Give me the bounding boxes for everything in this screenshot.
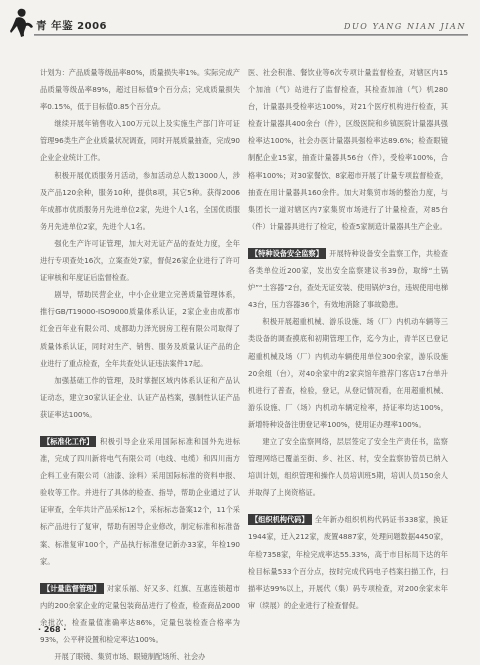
paragraph: 开展了眼镜、集贸市场、眼镜制配场所、社会办 — [54, 652, 206, 662]
section-heading: 【组织机构代码】 — [248, 514, 312, 525]
paragraph: 积极引导企业采用国际标准和国外先进标准，完成了四川新将电气有限公司（电线、电缆）和四川南方企料工业有限公司（油漆、涂料）采用国际标准的资料申报、验收等工作。并进行了具体的检查、指导，帮助企业通过了认证审查，全年共计产品采标12个，采标标志备案12个，11个采标产品进行了复审，帮助有困导企业修改，制定标准和标准备案、标准复审100个，产品执行标准登记新办33家，年检190家。 — [40, 436, 240, 566]
section-special-equipment — [248, 245, 448, 313]
paragraph: 继续开展年销售收入100万元以上及实施生产部门许可证管理96类生产企业质量状况调查，同时开展质量抽查，完成90企业企业统计工作。 — [40, 119, 240, 163]
paragraph: 开展特种设备安全监察工作，共检查各类单位近200家，发出安全监察建议书39份，取缔“土锅炉”“土容器”2台，查处无证安装、使用锅炉3台，违规使用电梯43台，压力容器36个，有效地消除了事故隐患。 — [248, 248, 449, 310]
section-heading: 【计量监督管理】 — [40, 583, 104, 594]
section-organization-code — [248, 511, 448, 614]
paragraph: 加强基础工作的管理，及时掌握区域内体系认证和产品认证动态，建立30家认证企业、认证产品档案，强制性认证产品获证率达100%。 — [40, 375, 240, 419]
paragraph: 积极开展优质服务月活动，参加活动总人数13000人，涉及产品120余种，服务10种，提供8项，其它5种。获得2006年成都市优质服务月先进单位2家，先进个人1名，全国优质服务月先进单位2家，先进个人1名。 — [40, 170, 240, 231]
page-header — [0, 0, 480, 46]
paragraph: 积极开展超重机械、游乐设施、场（厂）内机动车辆等三类设备的调查摸底和初期管理工作，迄今为止，青羊区已登记超重机械及场（厂）内机动车辆使用单位300余家，游乐设施20余组（台），对40余家中的2家宾馆年推荐门客店17台单升机进行了普查，检验，登记，从登记情况看，在用超重机械、游乐设施、厂（场）内机动车辆定检率，持证率均达100%，新增特种设备注册登记率100%，使用证办理率100%。 — [248, 317, 448, 429]
section-heading: 【特种设备安全监察】 — [248, 248, 326, 259]
paragraph: 对家乐福、好又多、红旗、互惠连锁超市内的200余家企业的定量包装商品进行了检查，检查商品2000余批次，检查量值准确率达86%，定量包装检查合格率为93%，公平秤设置和检定率达100%。 — [40, 583, 240, 644]
section-metrology — [40, 580, 240, 648]
right-column — [248, 64, 448, 614]
page-number: · 268 · — [38, 625, 67, 634]
brand-name: 青 年鉴 — [36, 20, 74, 32]
paragraph: 强化生产许可证管理，加大对无证产品的查处力度，全年进行专项查处16次，立案查处7家，督促26家企业进行了许可证审核和年度证后监督检查。 — [40, 238, 240, 283]
yearbook-brand — [36, 18, 107, 33]
section-standardization — [40, 433, 240, 570]
paragraph: 建立了安全监察网络，层层签定了安全生产责任书，监察管理网络已覆盖至街、乡、社区、村，安全监察协管员已纳入培训计划，组织管理和操作人员培训班5期，培训人员150余人并取得了上岗资格证。 — [248, 436, 448, 498]
leaping-figure-logo-icon — [8, 6, 34, 42]
paragraph: 计划为：产品质量等级品率80%，质量损失率1%。实际完成产品质量等级品率89%，超过目标值9个百分点；完成质量损失率0.15%，低于目标值0.85个百分点。 — [40, 68, 240, 112]
header-rule — [34, 34, 468, 36]
paragraph: 医、社会积准、餐饮业等6次专项计量监督检查，对辖区内15个加油（气）站进行了监督检查，其检查加油（气）机280台，计量器具受检率达100%，对21个医疗机构进行检查，其检查计量器具400余台（件），区级医院和乡镇医院计量器具强检率达100%，社会办医计量器具强检率达89.6%；检查眼镜制配企业15家，抽查计量器具56台（件），受检率100%，合格率100%；对30家餐饮、8家超市开展了计量专项监督检查，抽查在用计量器具160余件。加大对集贸市场的整治力度，与集团长一道对辖区内7家集贸市场进行了计量检查，对85台（件）计量器具进行了检定，检查5家制造计量器具生产企业。 — [248, 68, 448, 231]
left-column — [40, 64, 240, 665]
brand-year: 2006 — [77, 21, 107, 32]
paragraph: 剧导，帮助民营企业，中小企业建立完善质量管理体系，推行GB/T19000-ISO9000质量体系认证，2家企业由成都市红金百年业有限公司、成都助力泽光厨房工程有限公司取得了质量体系认证，同时对生产、销售、服务及质量认证产品的企业进行了重点检查，全年共查处认证违法案件17起。 — [40, 290, 240, 368]
paragraph: 全年新办组织机构代码证书338家，换证1944家，迁入212家，废置4887家，处理问题数据4450家，年检7358家，年检完成率达55.33%，高于市目标局下达的年检目标量533个百分点，按时完成代码电子档案扫描工作，扫描率达99%以上，开展代（集）码专项检查，对200余家未年审（续展）的企业进行了检查督促。 — [248, 515, 448, 610]
running-title: DUO YANG NIAN JIAN — [343, 22, 466, 31]
section-heading: 【标准化工作】 — [40, 436, 96, 447]
